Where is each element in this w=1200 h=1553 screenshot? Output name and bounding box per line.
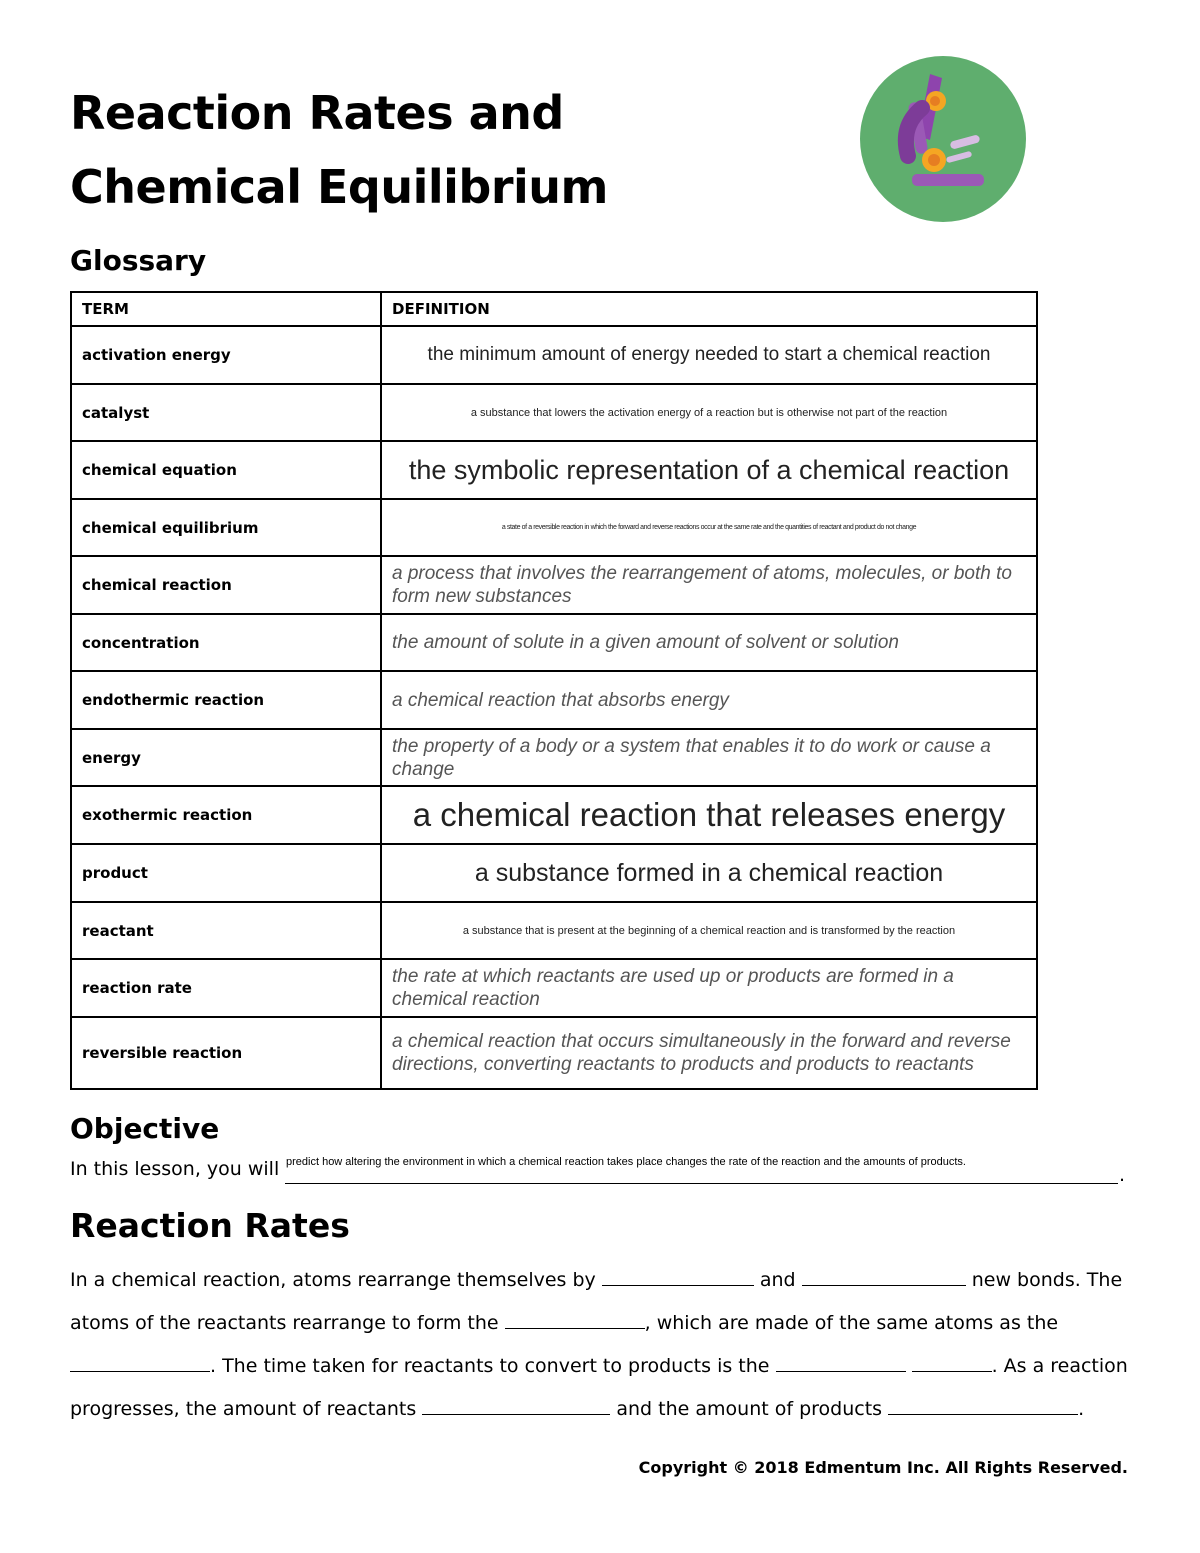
table-row bbox=[71, 844, 1037, 902]
term-cell: concentration bbox=[71, 614, 381, 671]
table-row bbox=[71, 729, 1037, 786]
table-row bbox=[71, 499, 1037, 556]
paragraph-text: new bonds. The atoms of the reactants rearrange to form the bbox=[70, 1269, 1123, 1334]
paragraph-text: . bbox=[1078, 1398, 1085, 1420]
definition-cell: the minimum amount of energy needed to start a chemical reaction bbox=[381, 326, 1037, 384]
table-row bbox=[71, 326, 1037, 384]
column-header-definition: DEFINITION bbox=[381, 292, 1037, 326]
table-row bbox=[71, 614, 1037, 671]
paragraph-text: , which are made of the same atoms as the bbox=[644, 1312, 1059, 1334]
objective-answer-text: predict how altering the environment in which a chemical reaction takes place changes the rate of the reaction and the amounts of products. bbox=[286, 1156, 966, 1168]
microscope-icon bbox=[860, 56, 1026, 222]
title-line-2: Chemical Equilibrium bbox=[70, 160, 608, 214]
term-cell: chemical reaction bbox=[71, 556, 381, 614]
term-cell: exothermic reaction bbox=[71, 786, 381, 844]
term-cell: reactant bbox=[71, 902, 381, 959]
title-line-1: Reaction Rates and bbox=[70, 86, 564, 140]
table-row bbox=[71, 671, 1037, 729]
term-cell: reaction rate bbox=[71, 959, 381, 1017]
definition-cell: a substance that is present at the beginning of a chemical reaction and is transformed by the reaction bbox=[381, 902, 1037, 959]
paragraph-text: and bbox=[759, 1269, 796, 1291]
blank-field[interactable] bbox=[888, 1394, 1078, 1415]
column-header-term: TERM bbox=[71, 292, 381, 326]
term-cell: activation energy bbox=[71, 326, 381, 384]
definition-cell: a state of a reversible reaction in which the forward and reverse reactions occur at the same rate and the quantities of reactant and product do not change bbox=[381, 499, 1037, 556]
definition-cell: the symbolic representation of a chemical reaction bbox=[381, 441, 1037, 499]
paragraph-text: . As a reaction progresses, the amount of reactants bbox=[70, 1355, 1128, 1420]
definition-cell: a chemical reaction that absorbs energy bbox=[381, 671, 1037, 729]
table-row bbox=[71, 902, 1037, 959]
blank-field[interactable] bbox=[776, 1351, 906, 1372]
blank-field[interactable] bbox=[505, 1308, 645, 1329]
term-cell: chemical equilibrium bbox=[71, 499, 381, 556]
term-cell: product bbox=[71, 844, 381, 902]
definition-cell: a chemical reaction that releases energy bbox=[381, 786, 1037, 844]
objective-suffix: . bbox=[1119, 1164, 1126, 1186]
objective-prefix: In this lesson, you will bbox=[70, 1158, 280, 1180]
table-row bbox=[71, 384, 1037, 441]
term-cell: energy bbox=[71, 729, 381, 786]
copyright-notice: Copyright © 2018 Edmentum Inc. All Rights Reserved. bbox=[638, 1458, 1128, 1477]
table-row bbox=[71, 1017, 1037, 1089]
term-cell: reversible reaction bbox=[71, 1017, 381, 1089]
table-row bbox=[71, 556, 1037, 614]
blank-field[interactable] bbox=[70, 1351, 210, 1372]
table-row bbox=[71, 959, 1037, 1017]
term-cell: chemical equation bbox=[71, 441, 381, 499]
definition-cell: a substance formed in a chemical reaction bbox=[381, 844, 1037, 902]
reaction-rates-paragraph bbox=[70, 1259, 1140, 1431]
objective-heading: Objective bbox=[70, 1112, 220, 1145]
definition-cell: a chemical reaction that occurs simultaneously in the forward and reverse directions, converting reactants to products and products to reactants bbox=[381, 1017, 1037, 1089]
definition-cell: a process that involves the rearrangement of atoms, molecules, or both to form new substances bbox=[381, 556, 1037, 614]
glossary-heading: Glossary bbox=[70, 244, 207, 277]
glossary-table bbox=[70, 291, 1038, 1090]
definition-cell: the amount of solute in a given amount of solvent or solution bbox=[381, 614, 1037, 671]
page-title bbox=[70, 76, 608, 224]
blank-field[interactable] bbox=[802, 1265, 966, 1286]
paragraph-text: . The time taken for reactants to convert to products is the bbox=[210, 1355, 770, 1377]
definition-cell: the property of a body or a system that enables it to do work or cause a change bbox=[381, 729, 1037, 786]
table-row bbox=[71, 786, 1037, 844]
table-header-row bbox=[71, 292, 1037, 326]
definition-cell: the rate at which reactants are used up or products are formed in a chemical reaction bbox=[381, 959, 1037, 1017]
paragraph-text: In a chemical reaction, atoms rearrange themselves by bbox=[70, 1269, 596, 1291]
definition-cell: a substance that lowers the activation energy of a reaction but is otherwise not part of the reaction bbox=[381, 384, 1037, 441]
term-cell: endothermic reaction bbox=[71, 671, 381, 729]
blank-field[interactable] bbox=[602, 1265, 754, 1286]
table-row bbox=[71, 441, 1037, 499]
reaction-rates-heading: Reaction Rates bbox=[70, 1206, 350, 1245]
blank-field[interactable] bbox=[422, 1394, 610, 1415]
blank-field[interactable] bbox=[912, 1351, 992, 1372]
paragraph-text: and the amount of products bbox=[616, 1398, 883, 1420]
term-cell: catalyst bbox=[71, 384, 381, 441]
